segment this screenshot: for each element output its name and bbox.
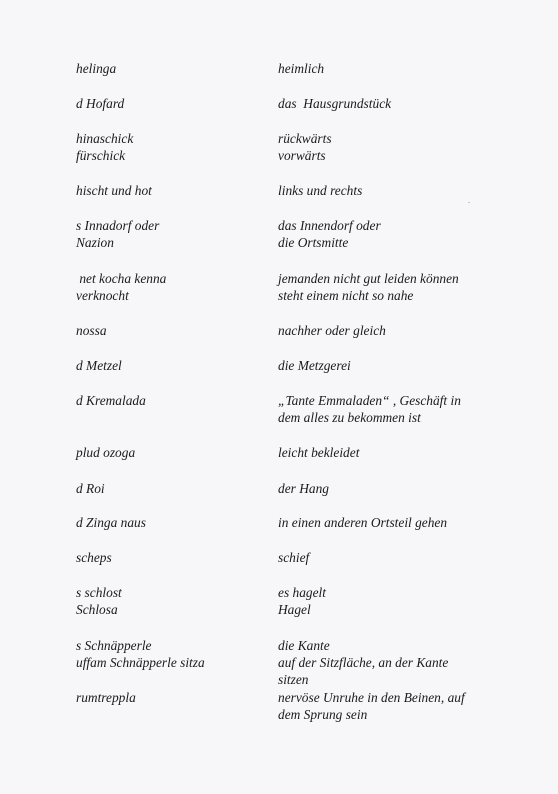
meaning-line: „Tante Emmaladen“ , Geschäft in [278,393,461,408]
term-line: s schlost [76,585,122,600]
meaning-line: links und rechts [278,183,363,198]
glossary-term [76,217,266,251]
meaning-line: nachher oder gleich [278,323,386,338]
glossary-meaning [278,514,528,531]
term-line: s Innadorf oder [76,218,160,233]
term-line: s Schnäpperle [76,638,152,653]
glossary-term [76,130,266,164]
glossary-meaning [278,480,528,497]
glossary-term [76,689,266,706]
speck-mark [468,202,470,203]
term-line: d Roi [76,481,105,496]
glossary-meaning [278,322,528,339]
glossary-term [76,357,266,374]
meaning-line: das Innendorf oder [278,218,381,233]
glossary-term [76,60,266,77]
glossary-term [76,584,266,618]
term-line: verknocht [76,288,129,303]
term-line: Schlosa [76,602,118,617]
term-line: nossa [76,323,107,338]
term-line: scheps [76,550,112,565]
meaning-line: jemanden nicht gut leiden können [278,271,459,286]
meaning-line: das Hausgrundstück [278,96,392,111]
glossary-meaning [278,584,528,618]
meaning-line: auf der Sitzfläche, an der Kante [278,655,449,670]
term-line: uffam Schnäpperle sitza [76,655,205,670]
glossary-meaning [278,689,528,723]
glossary-meaning [278,182,528,199]
meaning-line: nervöse Unruhe in den Beinen, auf [278,690,465,705]
glossary-meaning [278,60,528,77]
term-line: Nazion [76,235,114,250]
meaning-line: rückwärts [278,131,332,146]
meaning-line: sitzen [278,672,309,687]
glossary-meaning [278,392,528,426]
meaning-line: dem alles zu bekommen ist [278,410,421,425]
term-line: plud ozoga [76,445,136,460]
term-line: hischt und hot [76,183,152,198]
meaning-line: die Ortsmitte [278,235,349,250]
glossary-meaning [278,95,528,112]
term-line: helinga [76,61,117,76]
meaning-line: schief [278,550,310,565]
term-line: d Hofard [76,96,125,111]
glossary-meaning [278,444,528,461]
glossary-meaning [278,637,528,688]
glossary-term [76,480,266,497]
glossary-term [76,444,266,461]
meaning-line: Hagel [278,602,311,617]
term-line: d Metzel [76,358,122,373]
glossary-meaning [278,357,528,374]
meaning-line: die Metzgerei [278,358,351,373]
glossary-term [76,95,266,112]
glossary-term [76,182,266,199]
term-line: net kocha kenna [76,271,167,286]
meaning-line: heimlich [278,61,325,76]
meaning-line: vorwärts [278,148,326,163]
term-line: rumtreppla [76,690,136,705]
glossary-meaning [278,130,528,164]
term-line: hinaschick [76,131,134,146]
meaning-line: der Hang [278,481,329,496]
glossary-term [76,270,266,304]
glossary-meaning [278,270,528,304]
meaning-line: leicht bekleidet [278,445,360,460]
glossary-term [76,514,266,531]
glossary-term [76,637,266,671]
term-line: fürschick [76,148,126,163]
glossary-term [76,549,266,566]
term-line: d Kremalada [76,393,146,408]
meaning-line: in einen anderen Ortsteil gehen [278,515,448,530]
term-line: d Zinga naus [76,515,146,530]
glossary-term [76,392,266,409]
meaning-line: dem Sprung sein [278,707,368,722]
glossary-term [76,322,266,339]
glossary-meaning [278,217,528,251]
meaning-line: die Kante [278,638,330,653]
meaning-line: es hagelt [278,585,326,600]
meaning-line: steht einem nicht so nahe [278,288,414,303]
glossary-meaning [278,549,528,566]
